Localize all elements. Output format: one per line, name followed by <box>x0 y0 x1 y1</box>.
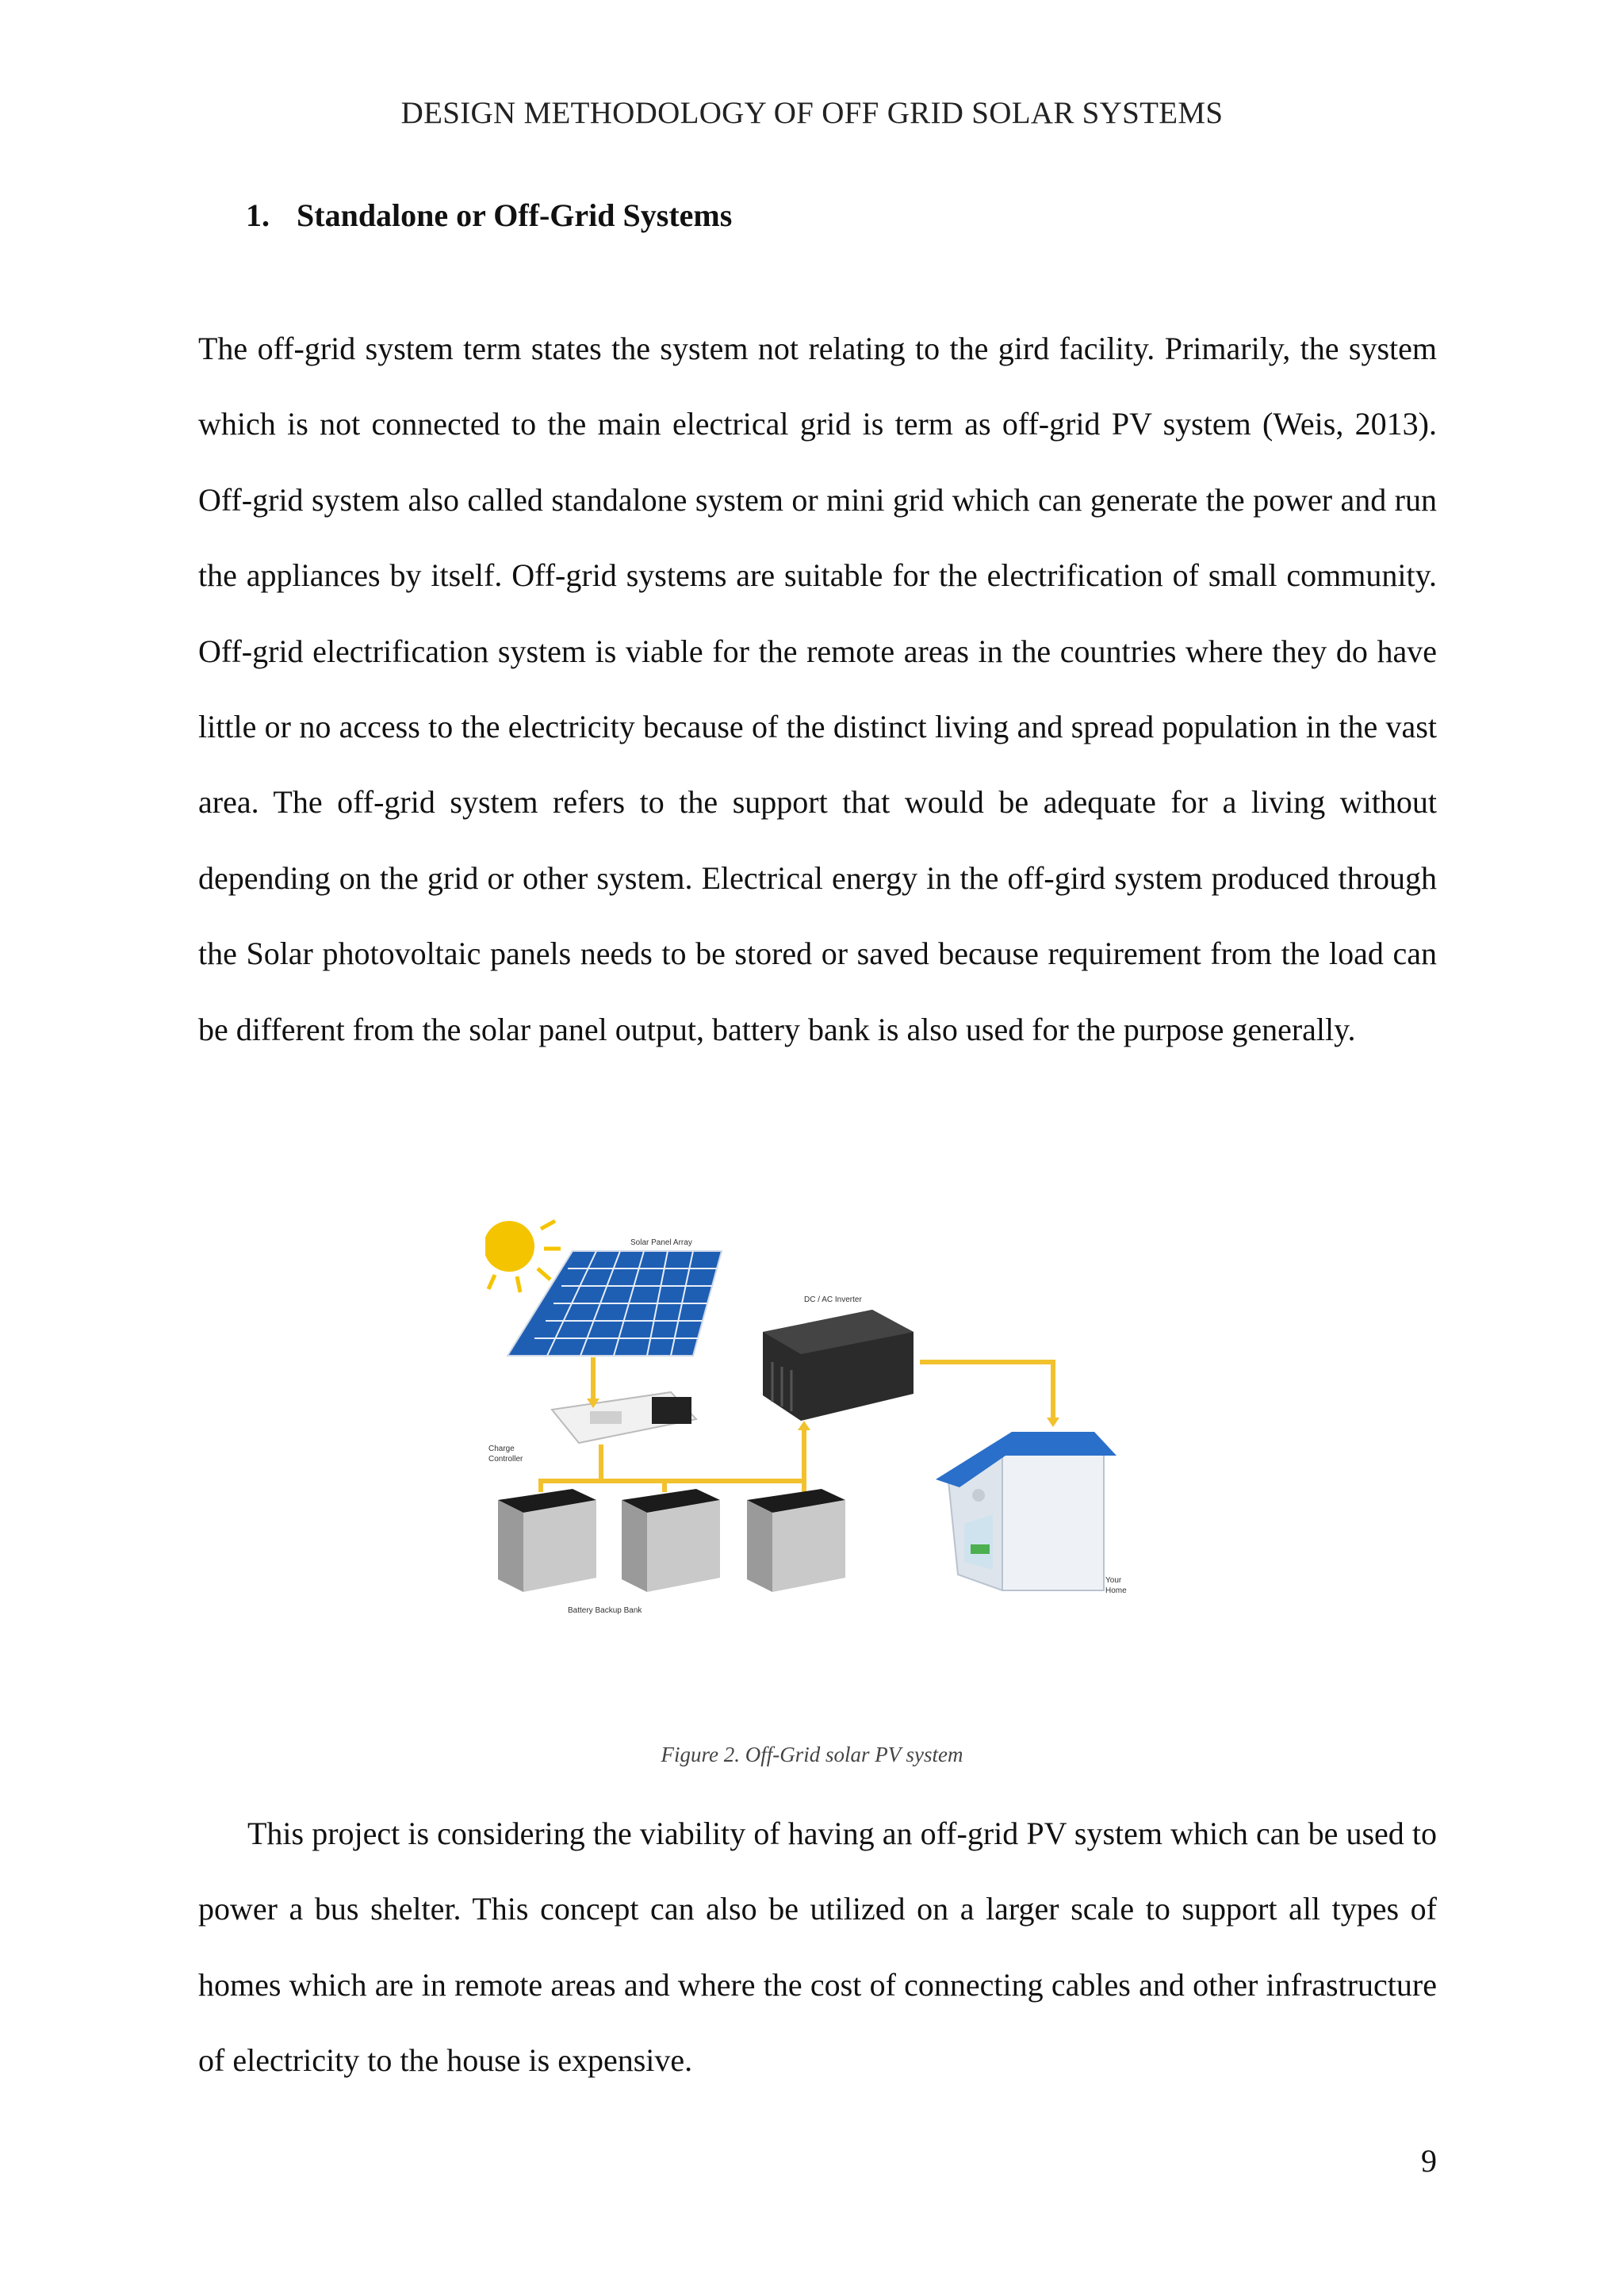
solar-panel-array-label: Solar Panel Array <box>630 1238 692 1247</box>
section-number: 1. <box>246 197 270 233</box>
battery-bank-label: Battery Backup Bank <box>568 1606 642 1615</box>
sun-icon <box>485 1221 561 1292</box>
inverter-label: DC / AC Inverter <box>804 1295 862 1304</box>
page-number: 9 <box>1421 2143 1437 2179</box>
battery-2-icon <box>622 1489 720 1592</box>
battery-3-icon <box>747 1489 845 1592</box>
off-grid-system-figure <box>485 1213 1158 1625</box>
battery-1-icon <box>498 1489 596 1592</box>
section-heading <box>246 197 732 234</box>
home-label-line1: Your <box>1105 1576 1122 1585</box>
charge-controller-icon <box>552 1392 696 1443</box>
battery-bank-icon <box>498 1489 845 1592</box>
home-label-line2: Home <box>1105 1586 1127 1595</box>
body-paragraph: This project is considering the viability of having an off-grid PV system which can be used to power a bus shelter. This concept can also be utilized on a larger scale to support all types of homes which are in remote areas and where the cost of connecting cables and other infrastructure of electricity to the house is expensive. <box>198 1816 1437 2079</box>
inverter-icon <box>763 1310 914 1421</box>
charge-controller-label-line2: Controller <box>488 1455 523 1464</box>
body-paragraph: The off-grid system term states the system not relating to the gird facility. Primarily, the system which is not connected to the main electrical grid is term as off-grid PV system (Weis, 2013). Off-grid system also called standalone system or mini grid which can generate the power and run the appliances by itself. Off-grid systems are suitable for the electrification of small community. Off-grid electrification system is viable for the remote areas in the countries where they do have little or no access to the electricity because of the distinct living and spread population in the vast area. The off-grid system refers to the support that would be adequate for a living without depending on the grid or other system. Electrical energy in the off-gird system produced through the Solar photovoltaic panels needs to be stored or saved because requirement from the load can be different from the solar panel output, battery bank is also used for the purpose generally. <box>198 331 1437 1047</box>
section-title: Standalone or Off-Grid Systems <box>297 197 733 233</box>
running-header: DESIGN METHODOLOGY OF OFF GRID SOLAR SYSTEMS <box>400 96 1224 130</box>
home-icon <box>936 1432 1116 1590</box>
charge-controller-label-line1: Charge <box>488 1445 515 1453</box>
figure-caption: Figure 2. Off-Grid solar PV system <box>661 1743 963 1766</box>
solar-panel-array-icon <box>508 1251 722 1356</box>
